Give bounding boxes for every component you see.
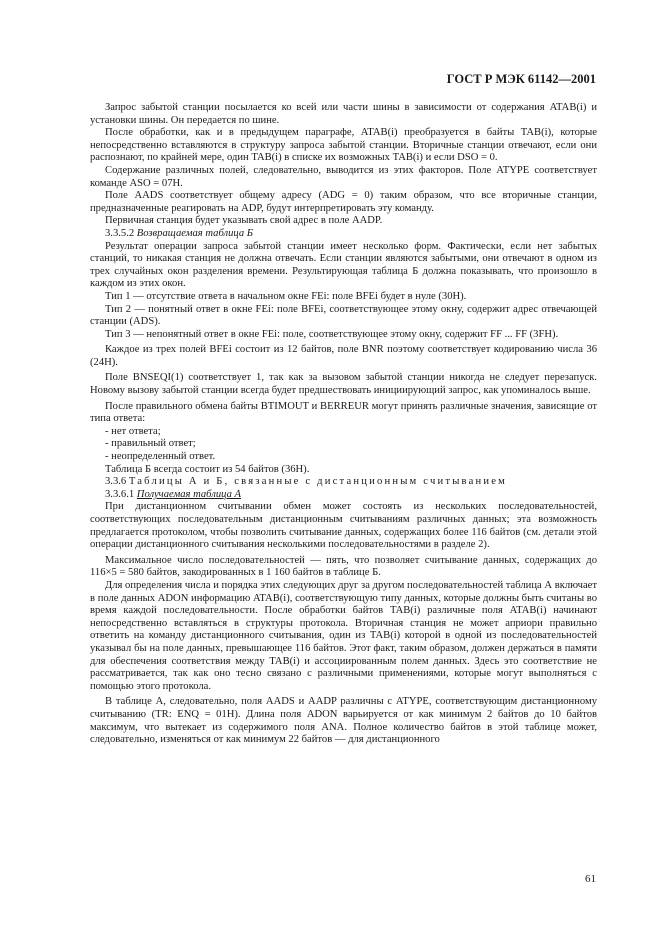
document-body: [90, 102, 597, 747]
list-item: - неопределенный ответ.: [105, 451, 216, 463]
paragraph: После обработки, как и в предыдущем параграфе, ATAB(i) преобразуется в байты TAB(i), которые непосредственно вставляются в структуру запроса забытой станции. Вторичные станции отвечают, если они распознают, по крайней мере, один TAB(i) в списке их возможных TAB(i) и если DSO = 0.: [90, 127, 597, 164]
paragraph: Тип 2 — понятный ответ в окне FEi: поле BFEi, соответствующее этому окну, содержит адрес отвечающей станции (ADS).: [90, 303, 597, 328]
list-item: - правильный ответ;: [105, 438, 196, 450]
section-title: Получаемая таблица А: [136, 488, 241, 500]
section-title: Таблицы А и Б, связанные с дистанционным считыванием: [128, 476, 508, 488]
paragraph: Тип 1 — отсутствие ответа в начальном окне FEi: поле BFEi будет в нуле (30H).: [105, 290, 467, 302]
paragraph: Результат операции запроса забытой станции имеет несколько форм. Фактически, если нет забытых станций, то никакая станция не должна отвечать. Если станции являются забытыми, они отвечают в одном из трех случайных окон разделения времени. Результирующая таблица Б должна показывать, что произошло в каждом из этих окон.: [90, 240, 597, 290]
section-heading: [90, 489, 597, 502]
paragraph: Содержание различных полей, следовательно, выводится из этих факторов. Поле ATYPE соответствует команде ASO = 07H.: [90, 164, 597, 189]
answer-type-list: [90, 426, 597, 464]
paragraph: Поле AADS соответствует общему адресу (ADG = 0) таким образом, что все вторичные станции, предназначенные реагировать на ADP, будут интерпретировать эту команду.: [90, 190, 597, 214]
paragraph: При дистанционном считывании обмен может состоять из нескольких последовательностей, соответствующих последовательным дистанционным считываниям различных данных; эта возможность предлагается протоколом, чтобы позволить считывание данных, содержащих более 116 байтов (см. детали этой операции дистанционного считывания несколькими последовательностями в разделе 2).: [90, 501, 597, 551]
paragraph: Максимальное число последовательностей — пять, что позволяет считывание данных, содержащих до 116×5 = 580 байтов, закодированных в 1 160 байтов в таблице Б.: [90, 554, 597, 579]
paragraph: В таблице А, следовательно, поля AADS и AADP различны с ATYPE, соответствующим дистанционному считыванию (TR: ENQ = 01H). Длина поля ADON варьируется от как минимум 2 байтов до 10 байтов максимум, что вытекает из содержимого поля ANA. Полное количество байтов в этой таблице может, следовательно, изменяться от как минимум 22 байтов — для дистанционного: [90, 696, 597, 746]
section-number: 3.3.6.1: [105, 488, 135, 500]
paragraph: Первичная станция будет указывать свой адрес в поле AADP.: [105, 215, 383, 227]
section-heading: [90, 476, 597, 489]
section-number: 3.3.5.2: [105, 227, 135, 239]
paragraph: После правильного обмена байты BTIMOUT и BERREUR могут принять различные значения, зависящие от типа ответа:: [90, 400, 597, 425]
section-title: Возвращаемая таблица Б: [136, 227, 254, 239]
page-number: 61: [585, 873, 596, 885]
section-number: 3.3.6: [105, 476, 127, 488]
list-item: - нет ответа;: [105, 425, 161, 437]
paragraph: Каждое из трех полей BFEi состоит из 12 байтов, поле BNR поэтому соответствует кодированию числа 36 (24H).: [90, 344, 597, 368]
paragraph: Для определения числа и порядка этих следующих друг за другом последовательностей таблица А включает в поле данных ADON информацию ATAB(i), соответствующую типу данных, которые должны быть считаны во время каждой последовательности. После обработки байтов TAB(i) различные поля ATAB(i) начинают непосредственно вставляться в структуры протокола. Вторичная станция не может априори правильно ответить на команду дистанционного считывания, один из TAB(i) которой в одной из последовательностей указывал бы на поле данных, превышающее 116 байтов. Этот факт, таким образом, должен держаться в памяти для обеспечения соответствия между TAB(i) и ассоциированным полем данных. Здесь это соответствие не рассматривается, так как оно тесно связано с различными применениями, которые могут выполняться с помощью этого протокола.: [90, 579, 597, 692]
paragraph: Тип 3 — непонятный ответ в окне FEi: поле, соответствующее этому окну, содержит FF ... FF (3FH).: [105, 328, 559, 340]
section-heading: [90, 228, 597, 241]
paragraph: Запрос забытой станции посылается ко всей или части шины в зависимости от содержания ATAB(i) и установки шины. Он передается по шине.: [90, 102, 597, 126]
paragraph: Таблица Б всегда состоит из 54 байтов (36H).: [105, 463, 310, 475]
paragraph: Поле BNSEQI(1) соответствует 1, так как за вызовом забытой станции никогда не следует перезапуск. Новому вызову забытой станции всегда будет предшествовать инициирующий запрос, как упоминалось выше.: [90, 372, 597, 397]
standard-header: ГОСТ Р МЭК 61142—2001: [446, 72, 596, 86]
